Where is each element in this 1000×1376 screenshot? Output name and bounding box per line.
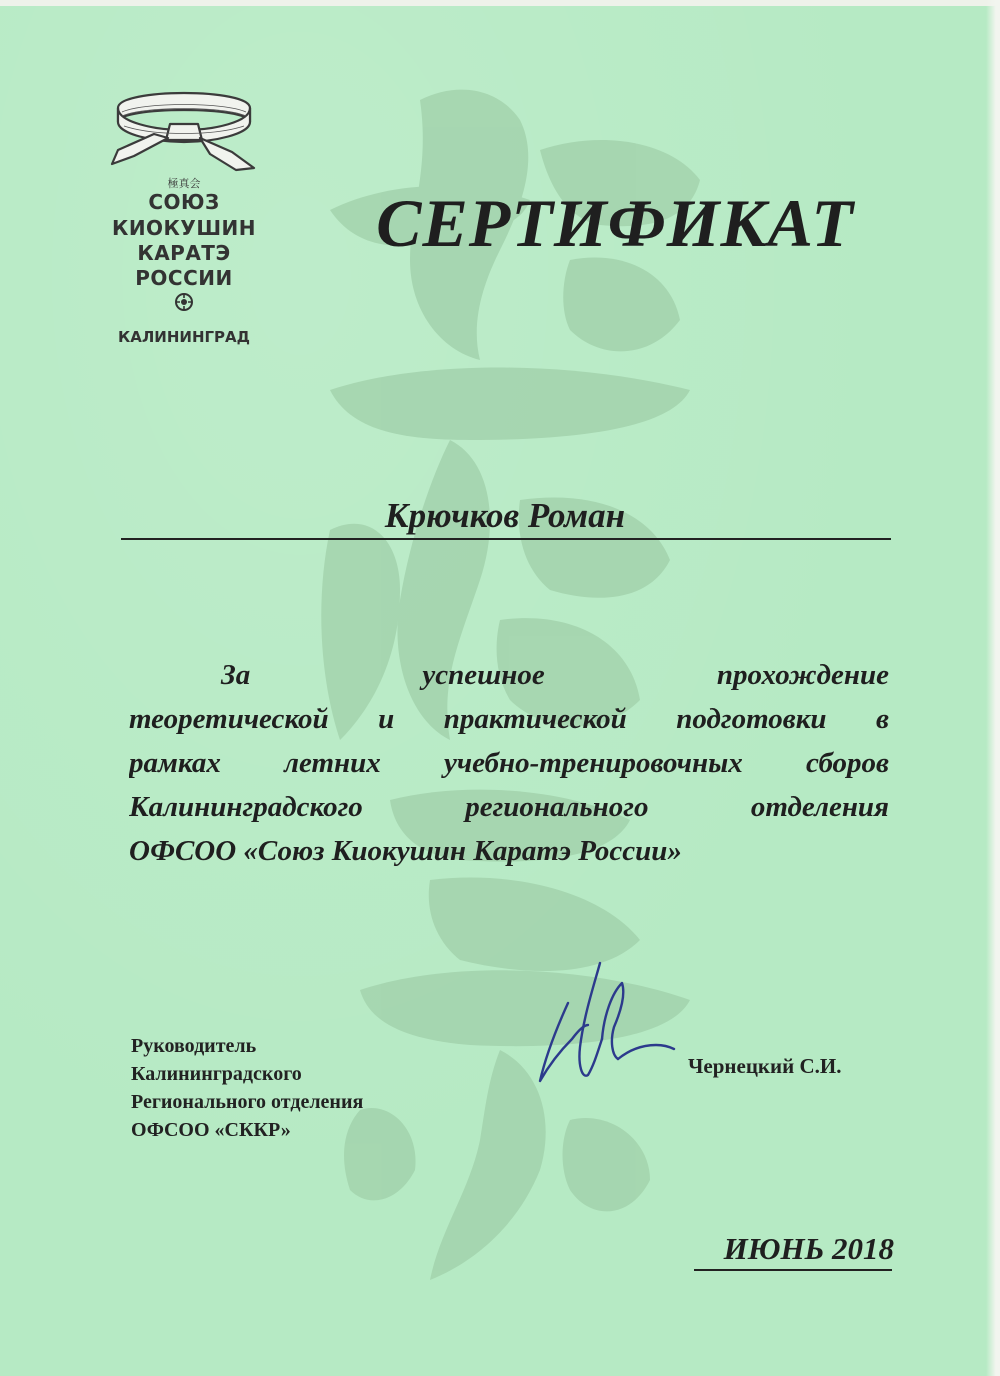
body-line-1: За успешное прохождение — [221, 659, 889, 691]
body-line-4: Калининградского регионального отделения — [129, 791, 889, 823]
logo-line-4: РОССИИ — [135, 266, 233, 290]
handwritten-signature-icon — [528, 955, 678, 1095]
signatory-title-line-1: Руководитель — [131, 1035, 257, 1057]
signatory-title — [131, 1032, 491, 1144]
paper-edge-top — [0, 0, 1000, 6]
karate-belt-icon — [104, 78, 264, 173]
kanku-emblem-icon — [174, 292, 194, 312]
certificate-title: СЕРТИФИКАТ — [376, 185, 854, 261]
logo-kanji: 極真会 — [167, 177, 201, 190]
signatory-title-line-2: Калининградского — [131, 1063, 302, 1085]
organization-logo — [100, 78, 268, 358]
paper-edge-right — [986, 0, 1000, 1376]
date-underline — [694, 1269, 892, 1271]
signatory-title-line-4: ОФСОО «СККР» — [131, 1119, 291, 1141]
body-line-2: теоретической и практической подготовки в — [129, 703, 889, 735]
signatory-title-line-3: Регионального отделения — [131, 1091, 364, 1113]
recipient-name: Крючков Роман — [384, 496, 626, 535]
logo-line-1: СОЮЗ — [148, 190, 220, 214]
logo-line-2: КИОКУШИН — [111, 216, 257, 240]
logo-city: КАЛИНИНГРАД — [117, 328, 251, 346]
recipient-underline — [121, 538, 891, 540]
certificate-body — [129, 653, 889, 873]
body-line-5: ОФСОО «Союз Киокушин Каратэ России» — [129, 835, 682, 867]
issue-date: ИЮНЬ 2018 — [723, 1231, 894, 1266]
signatory-name: Чернецкий С.И. — [688, 1054, 842, 1078]
logo-line-3: КАРАТЭ — [137, 241, 231, 265]
body-line-3: рамках летних учебно-тренировочных сборов — [129, 747, 889, 779]
